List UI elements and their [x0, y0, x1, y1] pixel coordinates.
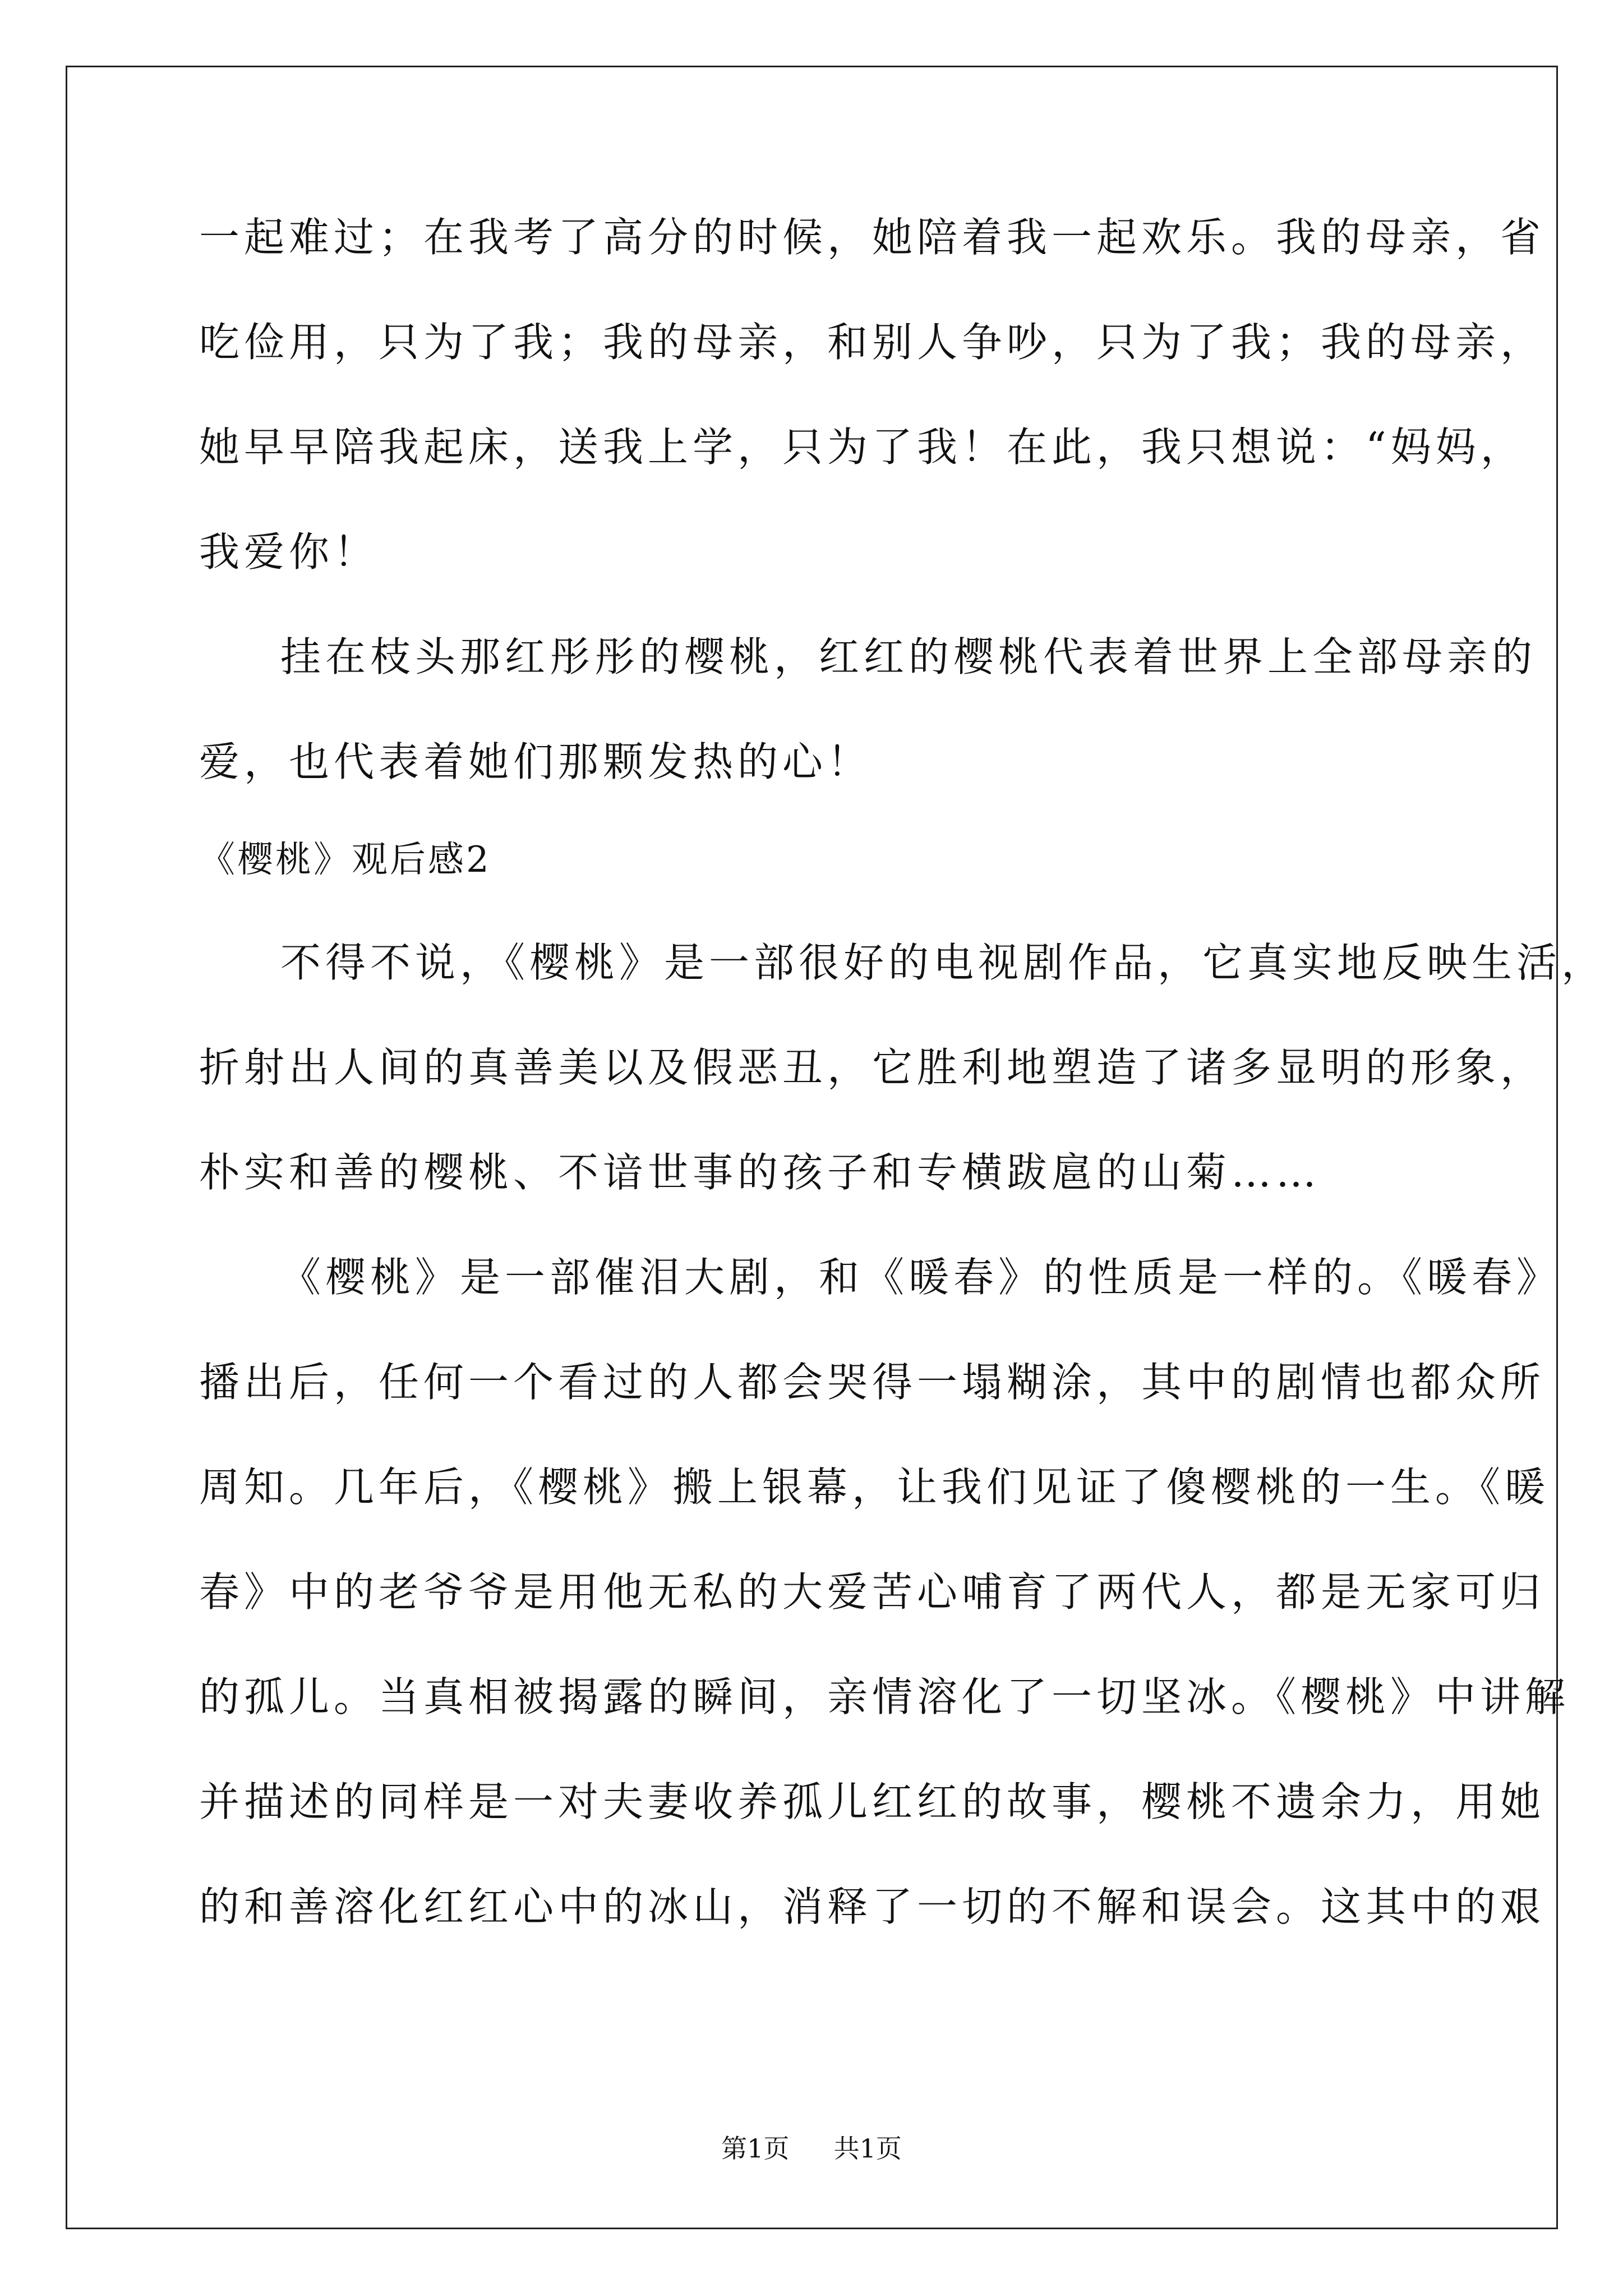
text-line: 一起难过；在我考了高分的时候，她陪着我一起欢乐。我的母亲，省: [199, 214, 1546, 261]
page-number: 第1页: [721, 2133, 790, 2164]
text-line: 并描述的同样是一对夫妻收养孤儿红红的故事，樱桃不遗余力，用她: [199, 1778, 1546, 1825]
text-line: 《樱桃》是一部催泪大剧，和《暖春》的性质是一样的。《暖春》: [280, 1254, 1562, 1301]
text-line: 周知。几年后，《樱桃》搬上银幕，让我们见证了傻樱桃的一生。《暖: [199, 1464, 1550, 1511]
text-line: 爱，也代表着她们那颗发热的心！: [199, 738, 873, 785]
page-footer: [0, 2132, 1623, 2165]
text-line: 我爱你！: [199, 528, 379, 576]
text-line: 不得不说，《樱桃》是一部很好的电视剧作品，它真实地反映生活，: [280, 939, 1607, 986]
text-line: 她早早陪我起床，送我上学，只为了我！在此，我只想说：“妈妈，: [199, 424, 1525, 471]
text-line: 挂在枝头那红彤彤的樱桃，红红的樱桃代表着世界上全部母亲的: [280, 633, 1537, 680]
text-line: 朴实和善的樱桃、不谙世事的孩子和专横跋扈的山菊……: [199, 1149, 1321, 1196]
section-heading: 《樱桃》观后感2: [199, 839, 491, 881]
page-total: 共1页: [833, 2133, 902, 2164]
text-line: 播出后，任何一个看过的人都会哭得一塌糊涂，其中的剧情也都众所: [199, 1359, 1546, 1406]
text-line: 春》中的老爷爷是用他无私的大爱苦心哺育了两代人，都是无家可归: [199, 1568, 1546, 1616]
text-line: 的孤儿。当真相被揭露的瞬间，亲情溶化了一切坚冰。《樱桃》中讲解: [199, 1673, 1570, 1720]
text-line: 吃俭用，只为了我；我的母亲，和别人争吵，只为了我；我的母亲，: [199, 319, 1546, 366]
text-line: 的和善溶化红红心中的冰山，消释了一切的不解和误会。这其中的艰: [199, 1883, 1546, 1930]
text-line: 折射出人间的真善美以及假恶丑，它胜利地塑造了诸多显明的形象，: [199, 1044, 1546, 1091]
